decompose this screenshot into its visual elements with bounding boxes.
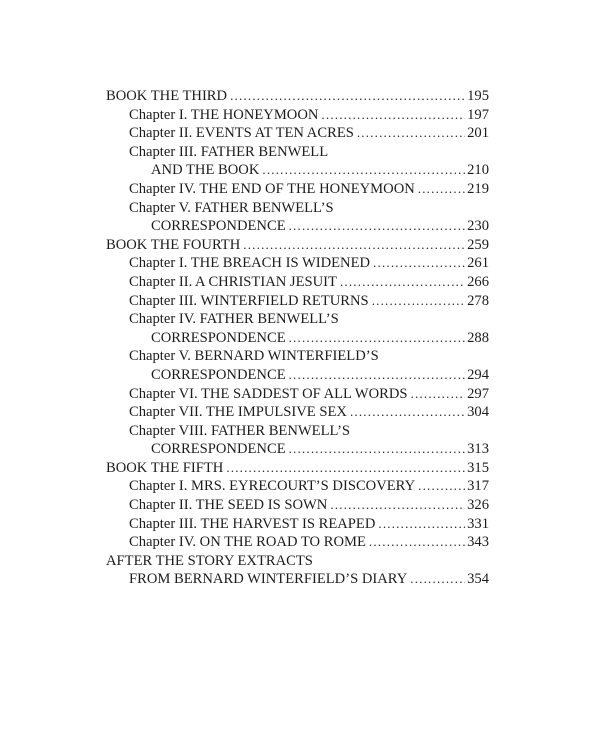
toc-entry	[106, 236, 489, 255]
toc-entry	[106, 217, 489, 236]
toc-entry	[106, 180, 489, 199]
toc-entry-page-number: 354	[467, 571, 489, 588]
dot-leader	[340, 273, 465, 292]
toc-entry-page-number: 331	[467, 515, 489, 532]
toc-entry-page-number: 313	[467, 441, 489, 458]
toc-entry-page-number: 326	[467, 497, 489, 514]
dot-leader	[289, 329, 466, 348]
toc-entry-page-number: 297	[467, 385, 489, 402]
toc-entry-title: Chapter I. THE BREACH IS WIDENED	[129, 255, 371, 272]
toc-entry-page-number: 288	[467, 329, 489, 346]
toc-entry-title: Chapter V. FATHER BENWELL’S	[129, 199, 334, 216]
dot-leader	[411, 385, 466, 404]
dot-leader	[226, 459, 465, 478]
toc-entry-page-number: 317	[467, 478, 489, 495]
dot-leader	[243, 236, 465, 255]
dot-leader	[369, 533, 465, 552]
toc-entry-title: Chapter VI. THE SADDEST OF ALL WORDS	[129, 385, 408, 402]
toc-entry-title: FROM BERNARD WINTERFIELD’S DIARY	[129, 571, 408, 588]
dot-leader	[330, 496, 465, 515]
toc-entry-page-number: 201	[467, 125, 489, 142]
toc-entry	[106, 403, 489, 422]
toc-entry	[106, 329, 489, 348]
toc-entry	[106, 570, 489, 589]
dot-leader	[418, 180, 465, 199]
toc-entry-page-number: 343	[467, 534, 489, 551]
toc-entry	[106, 515, 489, 534]
toc-entry-title: CORRESPONDENCE	[151, 329, 286, 346]
toc-entry	[106, 199, 489, 218]
toc-entry-page-number: 315	[467, 459, 489, 476]
toc-entry-title: Chapter IV. THE END OF THE HONEYMOON	[129, 180, 415, 197]
toc-entry	[106, 143, 489, 162]
toc-entry-title: Chapter II. THE SEED IS SOWN	[129, 497, 328, 514]
toc-entry-page-number: 259	[467, 236, 489, 253]
toc-entry-title: Chapter I. MRS. EYRECOURT’S DISCOVERY	[129, 478, 416, 495]
toc-entry	[106, 87, 489, 106]
toc-entry-page-number: 210	[467, 162, 489, 179]
toc-entry-title: Chapter III. WINTERFIELD RETURNS	[129, 292, 369, 309]
toc-entry-title: BOOK THE FOURTH	[106, 236, 241, 253]
toc-entry-title: Chapter VII. THE IMPULSIVE SEX	[129, 404, 347, 421]
toc-entry-title: Chapter IV. ON THE ROAD TO ROME	[129, 534, 366, 551]
toc-entry	[106, 366, 489, 385]
toc-entry-title: Chapter IV. FATHER BENWELL’S	[129, 311, 339, 328]
dot-leader	[378, 515, 465, 534]
dot-leader	[372, 292, 465, 311]
dot-leader	[373, 254, 465, 273]
toc-entry	[106, 385, 489, 404]
dot-leader	[230, 87, 465, 106]
toc-entry	[106, 310, 489, 329]
toc-entry-title: CORRESPONDENCE	[151, 441, 286, 458]
dot-leader	[418, 477, 465, 496]
toc-entry-page-number: 278	[467, 292, 489, 309]
table-of-contents	[106, 87, 489, 589]
dot-leader	[321, 106, 465, 125]
toc-entry-page-number: 304	[467, 404, 489, 421]
toc-entry-title: CORRESPONDENCE	[151, 366, 286, 383]
toc-entry	[106, 477, 489, 496]
dot-leader	[350, 403, 465, 422]
toc-entry-title: Chapter III. FATHER BENWELL	[129, 143, 329, 160]
toc-entry-title: AND THE BOOK	[151, 162, 260, 179]
toc-entry	[106, 254, 489, 273]
toc-entry	[106, 533, 489, 552]
toc-entry-title: BOOK THE THIRD	[106, 88, 228, 104]
toc-entry-page-number: 197	[467, 106, 489, 123]
toc-entry-title: Chapter II. EVENTS AT TEN ACRES	[129, 125, 354, 142]
dot-leader	[289, 366, 466, 385]
toc-entry-page-number: 230	[467, 218, 489, 235]
toc-entry-title: Chapter II. A CHRISTIAN JESUIT	[129, 273, 337, 290]
toc-entry-page-number: 195	[467, 88, 489, 104]
toc-entry	[106, 124, 489, 143]
toc-entry	[106, 422, 489, 441]
toc-entry	[106, 459, 489, 478]
dot-leader	[357, 124, 465, 143]
toc-entry-title: Chapter I. THE HONEYMOON	[129, 106, 319, 123]
dot-leader	[262, 161, 465, 180]
dot-leader	[289, 217, 466, 236]
toc-entry-title: BOOK THE FIFTH	[106, 459, 224, 476]
toc-entry-page-number: 266	[467, 273, 489, 290]
toc-entry-title: Chapter III. THE HARVEST IS REAPED	[129, 515, 376, 532]
toc-entry-title: Chapter VIII. FATHER BENWELL’S	[129, 422, 351, 439]
toc-entry-page-number: 261	[467, 255, 489, 272]
toc-entry-title: Chapter V. BERNARD WINTERFIELD’S	[129, 348, 379, 365]
toc-entry	[106, 161, 489, 180]
toc-entry	[106, 347, 489, 366]
toc-entry	[106, 552, 489, 571]
toc-entry	[106, 273, 489, 292]
dot-leader	[410, 570, 465, 589]
toc-entry-page-number: 294	[467, 366, 489, 383]
toc-entry-title: AFTER THE STORY EXTRACTS	[106, 552, 313, 569]
toc-entry	[106, 496, 489, 515]
toc-entry-page-number: 219	[467, 180, 489, 197]
toc-entry	[106, 440, 489, 459]
toc-entry-title: CORRESPONDENCE	[151, 218, 286, 235]
toc-entry	[106, 292, 489, 311]
dot-leader	[289, 440, 466, 459]
toc-entry	[106, 106, 489, 125]
